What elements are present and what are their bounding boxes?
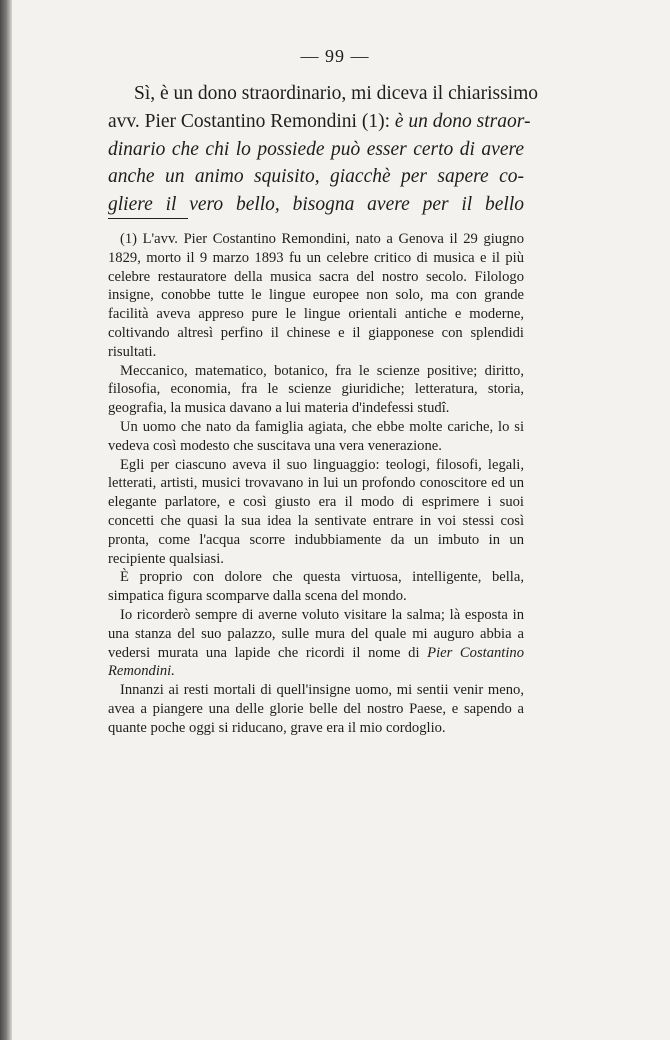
main-text-italic: è un dono straor- [394,110,531,132]
footnote-text: Io ricorderò sempre di averne voluto visitare la salma; là esposta in una stanza del suo palazzo, sulle mura del quale mi auguro abbia a vedersi murata una lapide che ricordi il nome di [108,606,524,661]
footnote-paragraph [108,230,524,362]
main-text-line [108,163,524,191]
footnote-paragraph [108,568,524,606]
book-spine-edge [0,0,12,1040]
footnote-text: Egli per ciascuno aveva il suo linguaggio: teologi, filosofi, legali, letterati, artisti, musici trovavano in lui un profondo conoscitore ed un elegante parlatore, e così giusto era il modo di esprimere i suoi concetti che quasi la sua idea la sentivate entrare in voi stessi così pronta, come l'acqua scorre indubbiamente da un imbuto in un recipiente qualsiasi. [108,456,524,567]
footnote-italic-name: Pier Costantino Remondini. [108,644,524,680]
main-text-line: Sì, è un dono straordinario, mi diceva il chiarissimo [134,83,539,104]
footnote-paragraph [108,456,524,569]
footnote-text: (1) L'avv. Pier Costantino Remondini, nato a Genova il 29 giugno 1829, morto il 9 marzo 1893 fu un celebre critico di musica e il più celebre restauratore della musica sacra del nostro secolo. Filologo insigne, conobbe tutte le lingue europee non solo, ma con grande facilità aveva appreso pure le lingue orientali antiche e moderne, coltivando altresì perfino il chinese e il giapponese con splendidi risultati. [108,231,524,360]
main-text-line [108,108,531,136]
page-number: — 99 — [300,46,370,66]
footnote-text: Innanzi ai resti mortali di quell'insigne uomo, mi sentii venir meno, avea a piangere una delle glorie belle del nostro Paese, e sapendo a quante poche oggi si riducano, grave era il mio cordoglio. [108,682,524,736]
main-text-italic: anche un animo squisito, giacchè per sapere co- [108,166,524,188]
footnote-block [108,230,524,738]
main-text-italic: gliere il vero bello, bisogna avere per il bello [108,194,524,216]
footnote-text: È proprio con dolore che questa virtuosa, intelligente, bella, simpatica figura scomparve dalla scena del mondo. [108,569,524,605]
footnote-text: Meccanico, matematico, botanico, fra le scienze positive; diritto, filosofia, economia, fra le scienze giuridiche; letteratura, storia, geografia, la musica davano a lui materia d'indefessi studî. [108,362,524,417]
main-text-italic: dinario che chi lo possiede può esser certo di avere [108,138,524,160]
main-text-block [108,80,539,219]
footnote-paragraph [108,362,524,418]
main-text-span: avv. Pier Costantino Remondini (1): [108,110,395,132]
footnote-text: Un uomo che nato da famiglia agiata, che ebbe molte cariche, lo si vedeva così modesto che suscitava una vera venerazione. [108,418,524,454]
footnote-paragraph [108,418,524,456]
main-text-line [108,191,524,219]
footnote-paragraph [108,606,524,681]
footnote-separator [108,218,188,219]
footnote-paragraph [108,681,524,737]
main-text-line [108,136,524,164]
